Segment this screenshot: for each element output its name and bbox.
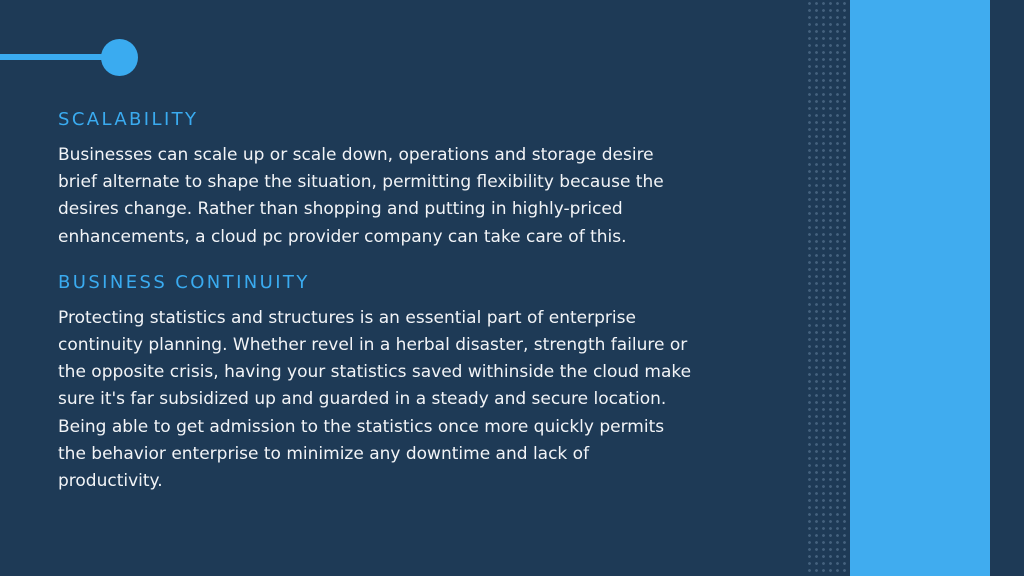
section-business-continuity: [58, 271, 758, 495]
section-scalability: [58, 108, 758, 251]
dot-pattern-decoration: [806, 0, 850, 576]
accent-circle: [101, 39, 138, 76]
section-body: Businesses can scale up or scale down, operations and storage desire brief alternate to shape the situation, permitting flexibility because the desires change. Rather than shopping and putting in highly-priced enhancements, a cloud pc provider company can take care of this.: [58, 145, 664, 247]
section-heading: SCALABILITY: [58, 109, 199, 130]
right-edge-strip: [990, 0, 1024, 576]
content-area: [58, 108, 758, 495]
section-heading: BUSINESS CONTINUITY: [58, 271, 310, 293]
section-body: Protecting statistics and structures is an essential part of enterprise continuity planning. Whether revel in a herbal disaster, strength failure or the opposite crisis, having your statistics saved withinside the cloud make sure it's far subsidized up and guarded in a steady and secure location. Being able to get admission to the statistics once more quickly permits the behavior enterprise to minimize any downtime and lack of productivity.: [58, 307, 692, 492]
accent-line: [0, 54, 110, 60]
blue-sidebar-bar: [850, 0, 990, 576]
